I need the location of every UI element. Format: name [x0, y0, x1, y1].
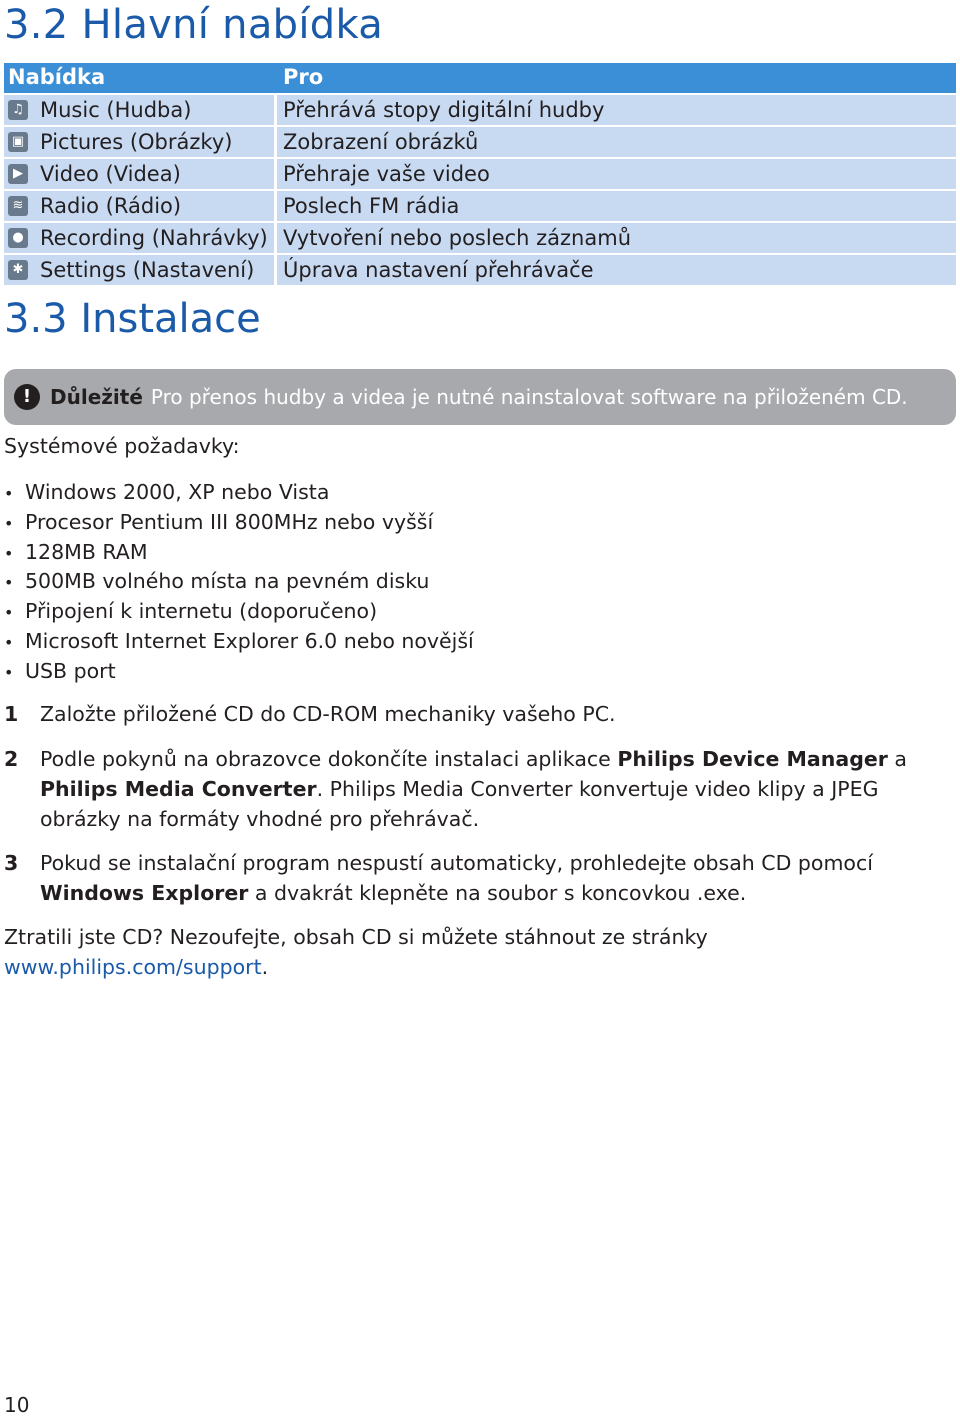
menu-item-desc: Přehraje vaše video [277, 159, 956, 189]
notice-text: Pro přenos hudby a videa je nutné nainstalovat software na přiloženém CD. [150, 385, 908, 409]
main-menu-table [4, 63, 956, 285]
step-number: 2 [4, 747, 19, 771]
list-item: • Procesor Pentium III 800MHz nebo vyšší [4, 508, 474, 538]
notice-label: Důležité [50, 385, 143, 409]
header-col-menu: Nabídka [8, 65, 106, 89]
microphone-icon: ● [8, 228, 28, 248]
requirements-title: Systémové požadavky: [4, 434, 240, 458]
lost-cd-note: Ztratili jste CD? Nezoufejte, obsah CD si můžete stáhnout ze stránky www.philips.com/support. [4, 925, 708, 979]
lost-cd-text: Ztratili jste CD? Nezoufejte, obsah CD si můžete stáhnout ze stránky [4, 925, 708, 949]
music-icon: ♫ [8, 100, 28, 120]
table-row [4, 127, 956, 157]
app-name-windows-explorer: Windows Explorer [40, 881, 249, 905]
table-row [4, 95, 956, 125]
menu-item-desc: Úprava nastavení přehrávače [277, 255, 956, 285]
requirements-list [4, 478, 474, 687]
menu-item-label: Recording (Nahrávky) [40, 226, 268, 250]
list-item: • USB port [4, 657, 474, 687]
important-notice [4, 369, 956, 425]
menu-item-label: Pictures (Obrázky) [40, 130, 233, 154]
warning-icon: ! [14, 384, 40, 410]
menu-item-label: Settings (Nastavení) [40, 258, 255, 282]
list-item: • Připojení k internetu (doporučeno) [4, 597, 474, 627]
table-row [4, 223, 956, 253]
table-row [4, 159, 956, 189]
step-number: 3 [4, 851, 19, 875]
menu-item-desc: Poslech FM rádia [277, 191, 956, 221]
video-icon: ▶ [8, 164, 28, 184]
app-name-device-manager: Philips Device Manager [617, 747, 888, 771]
app-name-media-converter: Philips Media Converter [40, 777, 317, 801]
menu-table-header [4, 63, 956, 93]
menu-item-label: Music (Hudba) [40, 98, 192, 122]
step-text: Pokud se instalační program nespustí automaticky, prohledejte obsah CD pomocí Windows Explorer a dvakrát klepněte na soubor s koncovkou .exe. [40, 851, 873, 905]
header-col-purpose: Pro [283, 65, 324, 89]
step-text: Podle pokynů na obrazovce dokončíte instalaci aplikace Philips Device Manager a Philips Media Converter. Philips Media Converter konvertuje video klipy a JPEG obrázky na formáty vhodné pro přehrávač. [40, 747, 907, 831]
table-row [4, 255, 956, 285]
list-item: • Windows 2000, XP nebo Vista [4, 478, 474, 508]
step-text: Založte přiložené CD do CD-ROM mechaniky vašeho PC. [40, 702, 616, 726]
menu-item-label: Video (Videa) [40, 162, 181, 186]
list-item: • 128MB RAM [4, 538, 474, 568]
step-number: 1 [4, 702, 19, 726]
section-title: 3.2 Hlavní nabídka [4, 2, 384, 48]
page-number: 10 [4, 1393, 30, 1417]
list-item: • 500MB volného místa na pevném disku [4, 567, 474, 597]
install-step-3 [4, 848, 924, 908]
install-step-1 [4, 699, 924, 729]
menu-item-desc: Zobrazení obrázků [277, 127, 956, 157]
menu-item-label: Radio (Rádio) [40, 194, 182, 218]
install-title: 3.3 Instalace [4, 296, 261, 342]
menu-item-desc: Přehrává stopy digitální hudby [277, 95, 956, 125]
support-link[interactable]: www.philips.com/support [4, 955, 262, 979]
menu-item-desc: Vytvoření nebo poslech záznamů [277, 223, 956, 253]
list-item: • Microsoft Internet Explorer 6.0 nebo novější [4, 627, 474, 657]
settings-icon: ✱ [8, 260, 28, 280]
install-step-2 [4, 744, 924, 834]
picture-icon: ▣ [8, 132, 28, 152]
radio-icon: ≋ [8, 196, 28, 216]
table-row [4, 191, 956, 221]
